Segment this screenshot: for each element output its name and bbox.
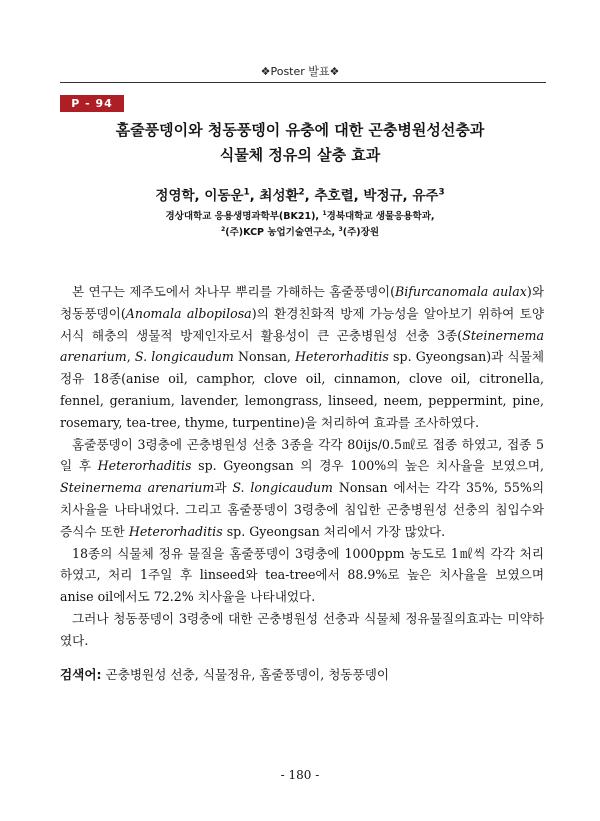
author-text: 정영학, 이동운	[155, 188, 244, 204]
species-name: S. longicaudum	[232, 480, 333, 496]
affiliation-line-2	[50, 225, 550, 241]
paragraph-text: 홈줄풍뎅이 3령충에 곤충병원성 선충 3종을 각각 80ijs/0.5㎖로 접종 하였고, 접종 5일 후	[60, 436, 544, 474]
affiliation-superscript: 1	[322, 209, 327, 217]
paragraph-text: sp. Gyeongsan)과 식물체 정유 18종(anise oil, camphor, clove oil, cinnamon, clove oil, citronella, fennel, geranium, lavender, lemongrass, linseed, neem, peppermint, pine, rosemary, tea-tree, thyme, turpentine)을 처리하여 효과를 조사하였다.	[60, 349, 544, 430]
species-name: Steinernema arenarium	[60, 480, 215, 496]
header-divider	[60, 82, 546, 83]
paragraph-text: )의 환경친화적 방제 가능성을 알아보기 위하여 토양 서식 해충의 생물적 방제인자로서 활용성이 큰 곤충병원성 선충 3종(	[60, 305, 544, 343]
title-line-1: 홈줄풍뎅이와 청동풍뎅이 유충에 대한 곤충병원성선충과	[115, 121, 485, 139]
keywords-value: 곤충병원성 선충, 식물정유, 홈줄풍뎅이, 청동풍뎅이	[101, 667, 390, 682]
keywords	[60, 664, 544, 683]
author-superscript: 2	[298, 187, 305, 198]
paper-title	[50, 118, 550, 168]
abstract-paragraph-3: 18종의 식물체 정유 물질을 홈줄풍뎅이 3령충에 1000ppm 농도로 1㎖씩 각각 처리 하였고, 처리 1주일 후 linseed와 tea-tree에서 88.9%로 높은 치사율을 보였으며 anise oil에서도 72.2% 치사율을 나타내었다.	[60, 545, 544, 605]
affiliation-text: 경상대학교 응용생명과학부(BK21),	[165, 211, 323, 222]
affiliation-superscript: 3	[338, 225, 343, 233]
species-name: Heterorhaditis	[128, 523, 223, 539]
species-name: S. longicaudum	[134, 349, 234, 365]
paragraph-text: Nonsan 에서는 각각 35%, 55%의 치사율을 나타내었다. 그리고 홈줄풍뎅이 3령충에 침입한 곤충병원성 선충의 침입수와 증식수 또한	[60, 480, 544, 539]
species-name: Bifurcanomala aulax	[394, 284, 527, 299]
species-name: Anomala albopilosa	[125, 305, 252, 321]
poster-number-badge: P - 94	[60, 95, 124, 112]
affiliation-text: 경북대학교 생물응용학과,	[326, 211, 435, 222]
affiliation-superscript: 2	[220, 225, 226, 233]
abstract-paragraph-2	[60, 434, 544, 543]
paragraph-text: 과	[214, 480, 233, 496]
paragraph-text: 본 연구는 제주도에서 차나무 뿌리를 가해하는 홈줄풍뎅이(	[72, 284, 395, 299]
paragraph-text: Nonsan,	[233, 349, 296, 365]
paragraph-text: sp. Gyeongsan 처리에서 가장 많았다.	[222, 523, 446, 539]
paragraph-text: )와 청동풍뎅이(	[60, 284, 545, 321]
species-name: Heterorhaditis	[97, 458, 192, 474]
species-name: Heterorhaditis	[295, 349, 389, 365]
affiliation-text: (주)KCP 농업기술연구소,	[225, 227, 339, 238]
author-text: , 최성환	[249, 188, 299, 204]
keywords-label: 검색어:	[60, 667, 102, 682]
affiliations	[50, 209, 550, 241]
abstract-body	[60, 281, 544, 652]
author-superscript: 1	[243, 187, 250, 198]
author-text: , 추호렬, 박정규, 유주	[304, 188, 439, 204]
paragraph-text: ,	[126, 349, 135, 365]
section-header: ❖Poster 발표❖	[260, 65, 340, 78]
abstract-paragraph-4: 그러나 청동풍뎅이 3령충에 대한 곤충병원성 선충과 식물체 정유물질의효과는 미약하였다.	[60, 610, 544, 648]
author-list	[50, 184, 550, 204]
title-line-2: 식물체 정유의 살충 효과	[219, 146, 381, 164]
affiliation-line-1	[50, 209, 550, 225]
author-superscript: 3	[438, 187, 445, 198]
abstract-paragraph-1	[60, 281, 544, 434]
affiliation-text: (주)장원	[342, 227, 379, 238]
paragraph-text: sp. Gyeongsan 의 경우 100%의 높은 치사율을 보였으며,	[191, 458, 545, 474]
species-name: Steinernema arenarium	[60, 327, 544, 365]
page-number: - 180 -	[280, 768, 320, 782]
